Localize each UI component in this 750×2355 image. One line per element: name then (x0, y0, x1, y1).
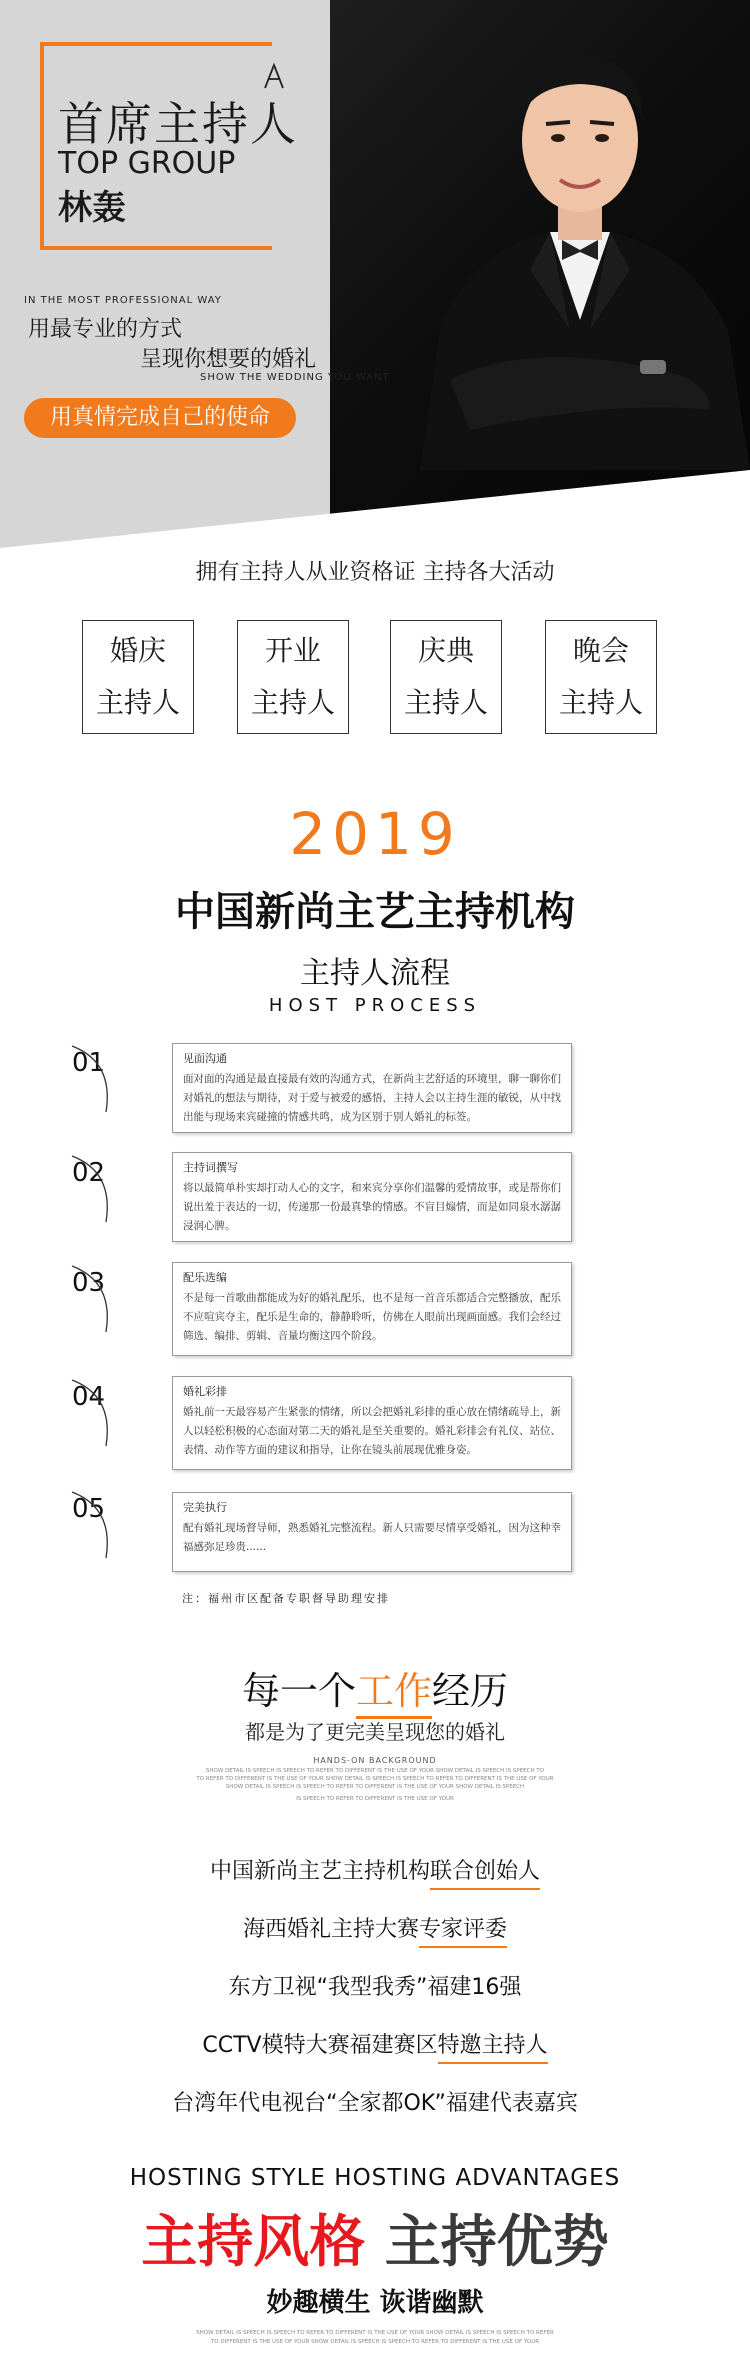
step-number: 01 (72, 1048, 106, 1078)
step-text: 不是每一首歌曲都能成为好的婚礼配乐，也不是每一首音乐都适合完整播放，配乐不应喧宾夺主，配乐是生命的，静静聆听，仿佛在人眼前出现画面感。我们会经过筛选、编排、剪辑、音量均衡这四个阶段。 (183, 1292, 561, 1342)
tagline-en-bottom: SHOW THE WEDDING YOU WANT (200, 372, 390, 383)
credential-text: 中国新尚主艺主持机构 (209, 1859, 430, 1884)
service-card-role: 主持人 (250, 686, 335, 719)
credential-highlight: 联合创始人 (430, 1854, 540, 1885)
step-card (172, 1262, 572, 1356)
step-arc-icon (70, 1490, 116, 1560)
service-card-title: 晚会 (572, 634, 629, 667)
style-tags: 妙趣横生 诙谐幽默 (266, 2288, 484, 2318)
process-title-en: HOST PROCESS (268, 995, 482, 1016)
service-card-role: 主持人 (558, 686, 643, 719)
service-card-role: 主持人 (95, 686, 180, 719)
step-title: 配乐选编 (183, 1271, 227, 1284)
step-text: 婚礼前一天最容易产生紧张的情绪，所以会把婚礼彩排的重心放在情绪疏导上，新人以轻松积极的心态面对第二天的婚礼是至关重要的。婚礼彩排会有礼仪、站位、表情、动作等方面的建议和指导，让你在镜头前展现优雅身姿。 (183, 1406, 561, 1456)
fine-print: TO DIFFERENT IS THE USE OF YOUR SHOW DETAIL IS SPEECH IS SPEECH TO REFER TO DIFFERENT IS THE USE OF YOUR (210, 2339, 540, 2345)
step-number: 03 (72, 1268, 106, 1298)
step-arc-icon (70, 1154, 116, 1224)
step-title: 主持词撰写 (183, 1161, 238, 1174)
fine-print: TO REFER TO DIFFERENT IS THE USE OF YOUR SHOW DETAIL IS SPEECH IS SPEECH TO REFER TO DIFFERENT IS THE USE OF YOUR (196, 1776, 554, 1782)
experience-subtitle: 都是为了更完美呈现您的婚礼 (245, 1720, 505, 1744)
hero-subtitle: TOP GROUP (58, 146, 236, 181)
step-arc-icon (70, 1264, 116, 1334)
step-arc-icon (70, 1044, 116, 1114)
style-heading-grey: 主持优势 (384, 2210, 609, 2275)
step-card (172, 1152, 572, 1242)
fine-print: SHOW DETAIL IS SPEECH IS SPEECH TO REFER TO DIFFERENT IS THE USE OF YOUR SHOW DETAIL IS SPEECH IS SPEECH TO REFER (196, 2330, 554, 2336)
credential-item (0, 1970, 750, 2001)
step-number: 02 (72, 1158, 106, 1188)
step-card (172, 1492, 572, 1572)
step-number: 05 (72, 1494, 106, 1524)
fine-print: SHOW DETAIL IS SPEECH IS SPEECH TO REFER TO DIFFERENT IS THE USE OF YOUR SHOW DETAIL IS SPEECH IS SPEECH TO (205, 1768, 545, 1774)
service-card-title: 婚庆 (109, 634, 166, 667)
a-letter-icon (262, 62, 286, 90)
experience-title-highlight: 工作 (356, 1660, 432, 1715)
service-card-wedding (82, 620, 194, 734)
step-card (172, 1043, 572, 1133)
credential-text: 海西婚礼主持大赛 (242, 1917, 419, 1942)
credential-highlight: 特邀主持人 (438, 2028, 548, 2059)
credential-text: CCTV模特大赛福建赛区 (202, 2033, 438, 2058)
experience-title-post: 经历 (432, 1669, 509, 1713)
host-name: 林轰 (58, 188, 126, 228)
credential-item (0, 1912, 750, 1943)
service-card-title: 庆典 (417, 634, 474, 667)
step-card (172, 1376, 572, 1470)
step-title: 完美执行 (183, 1501, 227, 1514)
service-card-title: 开业 (264, 634, 321, 667)
service-card-celebration (390, 620, 502, 734)
step-title: 婚礼彩排 (183, 1385, 227, 1398)
step-text: 面对面的沟通是最直接最有效的沟通方式，在新尚主艺舒适的环境里，聊一聊你们对婚礼的想法与期待，对于爱与被爱的感悟，主持人会以主持生涯的敏锐，从中找出能与现场来宾碰撞的情感共鸣，成为区别于别人婚礼的标签。 (183, 1073, 561, 1123)
experience-title-pre: 每一个 (241, 1669, 356, 1713)
credential-text: 台湾年代电视台“全家都OK”福建代表嘉宾 (172, 2091, 578, 2116)
credential-text: 东方卫视“我型我秀”福建16强 (228, 1975, 522, 2000)
step-text: 将以最简单朴实却打动人心的文字，和来宾分享你们温馨的爱情故事，或是帮你们说出羞于表达的一切，传递那一份最真挚的情感。不盲目煽情，而是如同泉水潺潺浸润心脾。 (183, 1182, 561, 1232)
background-label: HANDS-ON BACKGROUND (313, 1756, 437, 1765)
experience-title (0, 1660, 750, 1715)
tagline-en-top: IN THE MOST PROFESSIONAL WAY (24, 295, 222, 306)
tagline-line-1: 用最专业的方式 (28, 317, 183, 342)
credential-item (0, 2028, 750, 2059)
mission-pill: 用真情完成自己的使命 (24, 398, 296, 438)
fine-print: SHOW DETAIL IS SPEECH IS SPEECH TO REFER TO DIFFERENT IS THE USE OF YOUR SHOW DETAIL IS SPEECH (225, 1784, 525, 1790)
service-card-opening (237, 620, 349, 734)
style-heading-en: HOSTING STYLE HOSTING ADVANTAGES (129, 2165, 621, 2191)
step-text: 配有婚礼现场督导师，熟悉婚礼完整流程。新人只需要尽情享受婚礼，因为这种幸福感弥足珍贵...... (183, 1522, 561, 1553)
style-heading-red: 主持风格 (141, 2210, 366, 2275)
service-card-gala (545, 620, 657, 734)
credential-item (0, 2086, 750, 2117)
step-title: 见面沟通 (183, 1052, 227, 1065)
service-card-role: 主持人 (403, 686, 488, 719)
hero-title: 首席主持人 (58, 97, 298, 151)
year-heading: 2019 (289, 800, 461, 868)
process-title: 主持人流程 (300, 956, 450, 991)
hero-banner (0, 0, 750, 548)
credential-item (0, 1854, 750, 1885)
tagline-line-2: 呈现你想要的婚礼 (140, 347, 317, 372)
fine-print: IS SPEECH TO REFER TO DIFFERENT IS THE USE OF YOUR (296, 1796, 454, 1802)
step-arc-icon (70, 1378, 116, 1448)
host-portrait (410, 0, 750, 470)
style-heading-cn (0, 2198, 750, 2278)
org-name: 中国新尚主艺主持机构 (175, 889, 575, 935)
step-number: 04 (72, 1382, 106, 1412)
qualification-text: 拥有主持人从业资格证 主持各大活动 (195, 560, 555, 585)
footnote: 注：福州市区配备专职督导助理安排 (182, 1592, 390, 1605)
credential-highlight: 专家评委 (419, 1912, 507, 1943)
